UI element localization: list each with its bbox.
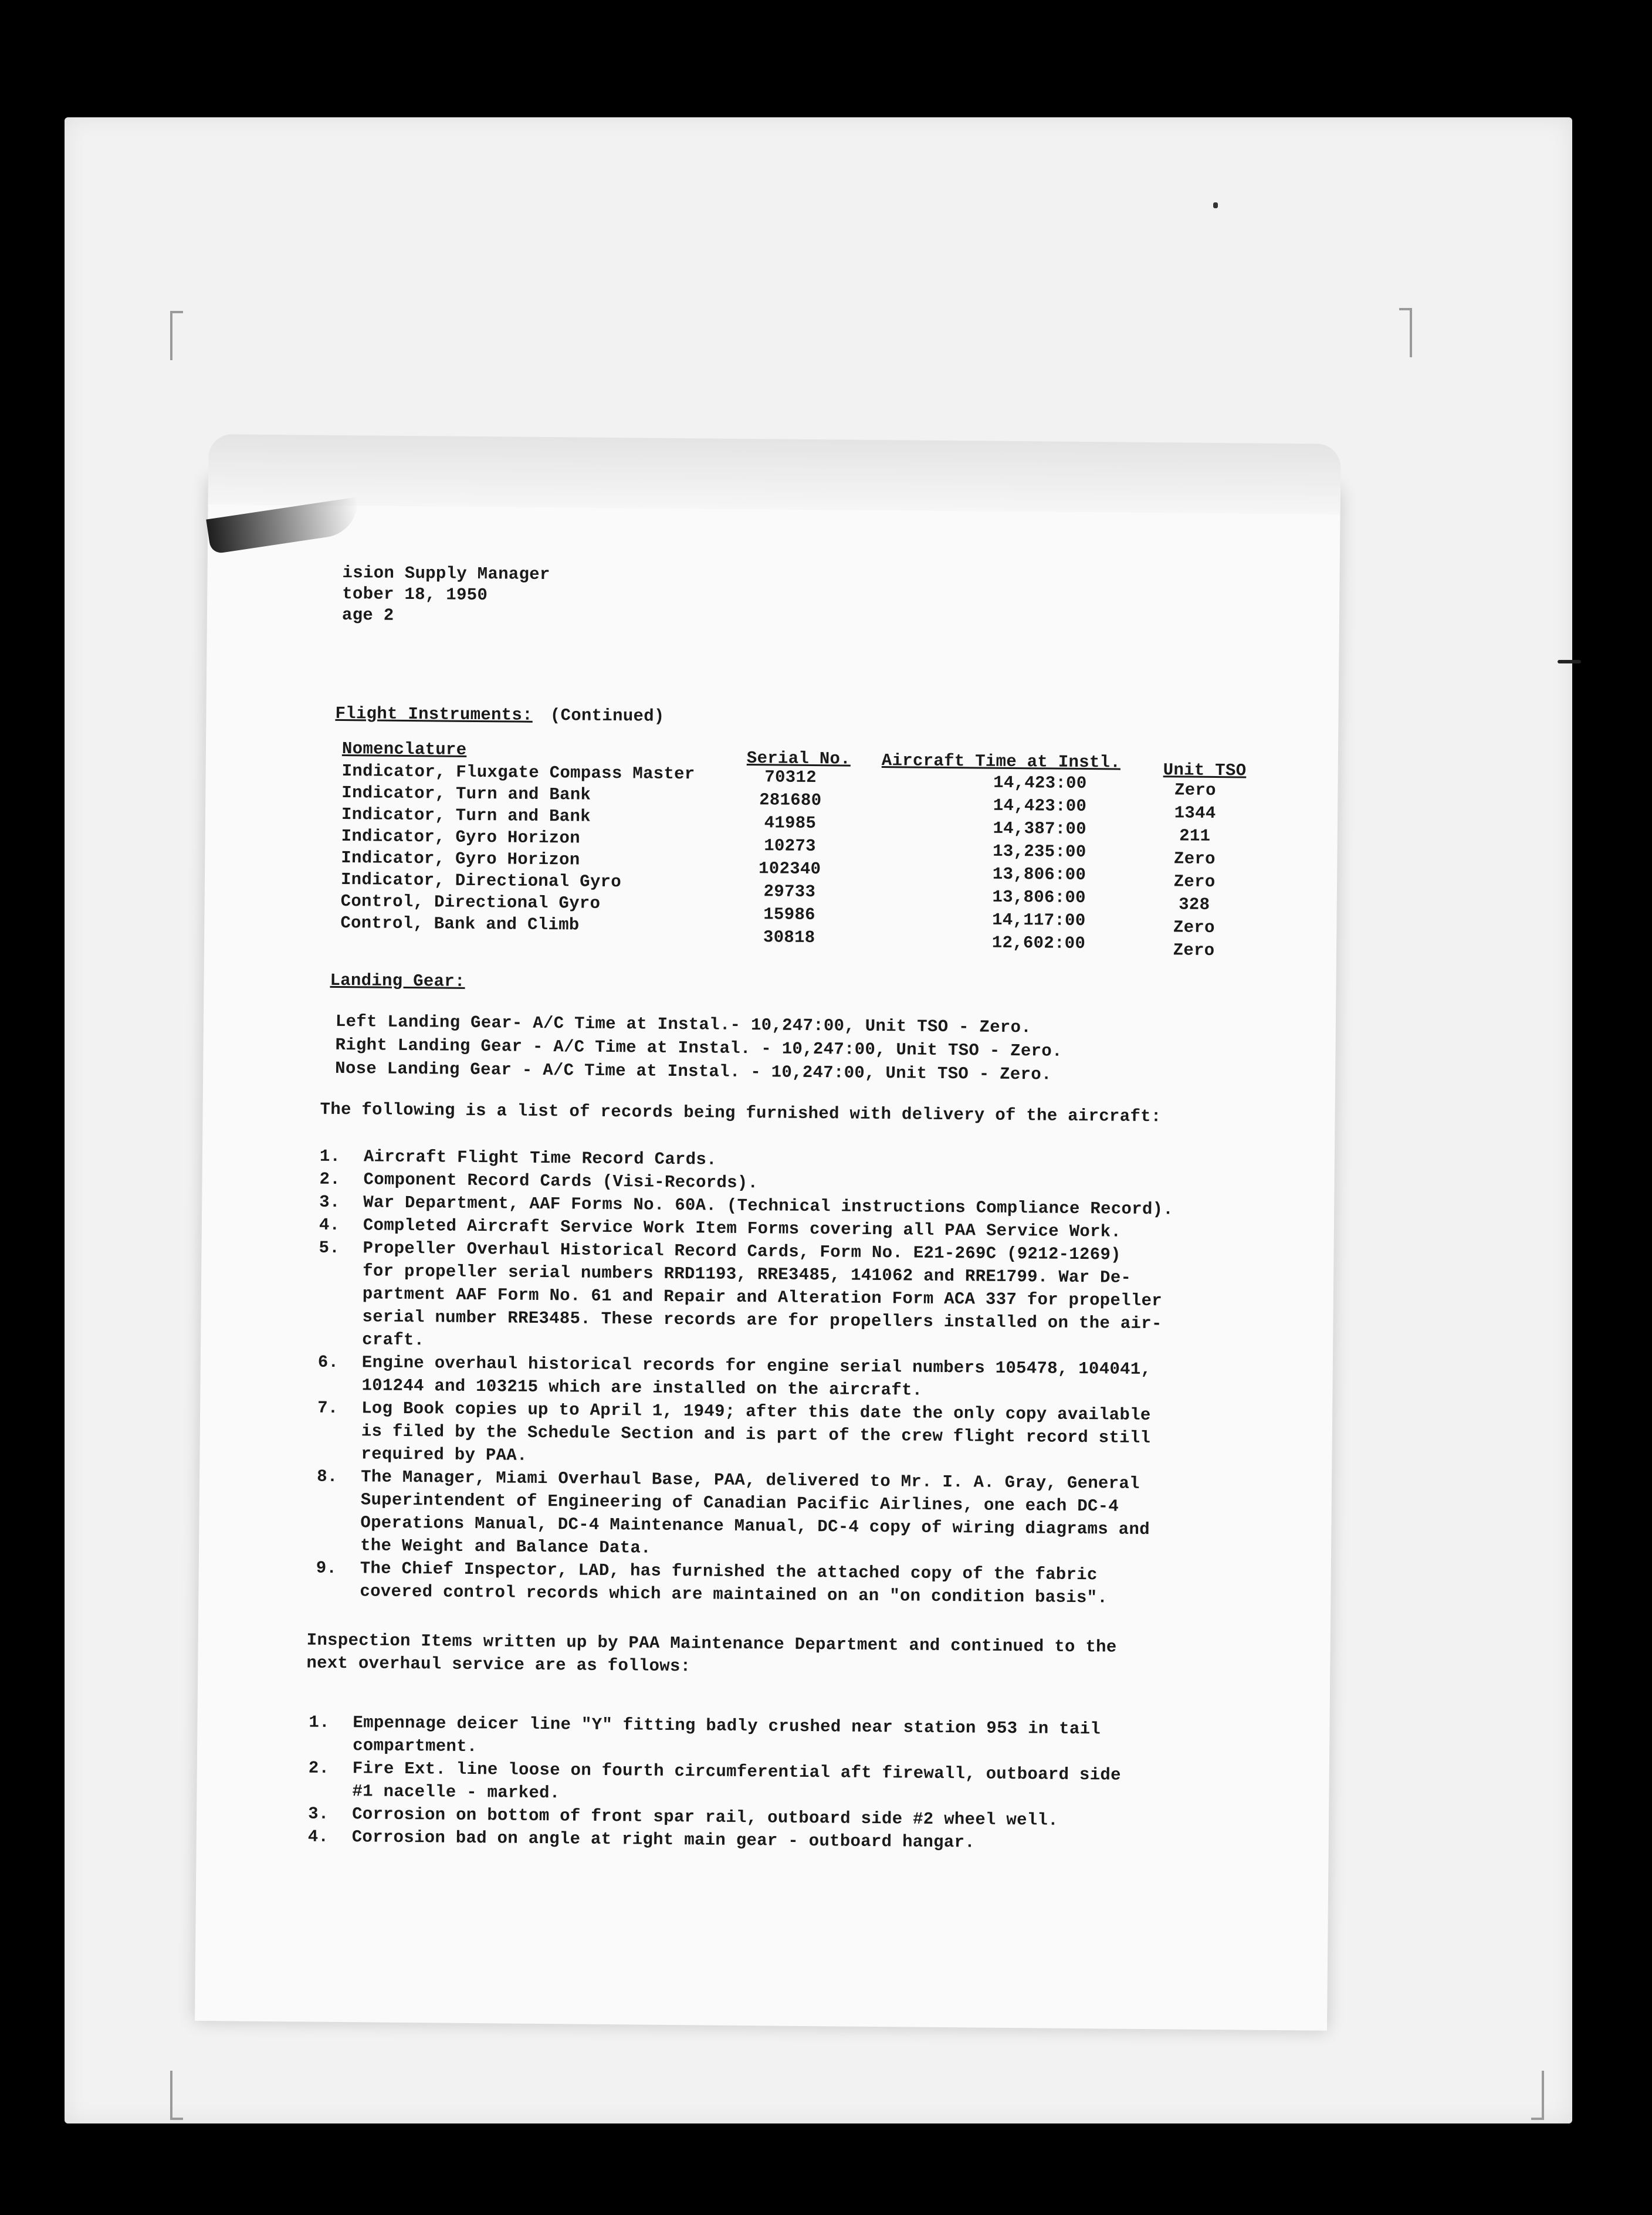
landing-gear-line: Right Landing Gear - A/C Time at Instal. - 10,247:00, Unit TSO - Zero. [335, 1035, 1062, 1061]
list-item [308, 1757, 1259, 1811]
list-item [309, 1711, 1260, 1765]
column-header-serial: Serial No. [746, 749, 851, 769]
item-text: Completed Aircraft Service Work Item Forms covering all PAA Service Work. [363, 1215, 1122, 1242]
crop-mark-bottom-right [1531, 2071, 1544, 2120]
cell-time: 12,602:00 [991, 933, 1086, 954]
cell-time: 13,806:00 [992, 864, 1086, 885]
item-text: Engine overhaul historical records for engine serial numbers 105478, 104041, 101244 and 103215 which are installed on the aircraft. [361, 1353, 1152, 1400]
list-item [316, 1557, 1255, 1611]
item-text: The Chief Inspector, LAD, has furnished the attached copy of the fabric covered control records which are maintained on an "on condition basis". [360, 1559, 1108, 1608]
item-text: Empennage deicer line "Y" fitting badly crushed near station 953 in tail compartment. [353, 1713, 1101, 1757]
cell-serial: 281680 [759, 790, 822, 811]
letter-header [342, 561, 550, 626]
cell-time: 14,423:00 [993, 795, 1087, 817]
cell-time: 14,387:00 [993, 818, 1086, 839]
cell-time: 14,423:00 [993, 773, 1087, 794]
typed-letter-page [195, 478, 1340, 2031]
item-number: 9. [316, 1558, 337, 1578]
item-text: The Manager, Miami Overhaul Base, PAA, delivered to Mr. I. A. Gray, General Superintendent of Engineering of Canadian Pacific Airlines, one each DC-4 Operations Manual, DC-4 Maintenance Manual, DC-4 copy of wiring diagrams and the Weight and Balance Data. [360, 1467, 1150, 1558]
cell-tso: Zero [1173, 872, 1216, 892]
dust-speck [1213, 202, 1218, 208]
cell-time: 14,117:00 [992, 910, 1086, 931]
item-text: War Department, AAF Forms No. 60A. (Technical instructions Compliance Record). [363, 1193, 1174, 1220]
records-intro: The following is a list of records being furnished with delivery of the aircraft: [320, 1099, 1162, 1127]
column-header-nomenclature: Nomenclature [341, 739, 467, 760]
inspection-list [308, 1711, 1260, 1857]
inspection-intro: Inspection Items written up by PAA Maintenance Department and continued to the next overhaul service are as follows: [306, 1630, 1117, 1677]
records-list [316, 1145, 1258, 1611]
cell-serial: 30818 [763, 927, 815, 948]
cell-serial: 29733 [763, 882, 816, 902]
cell-name: Indicator, Directional Gyro [340, 869, 622, 892]
header-date: tober 18, 1950 [342, 584, 488, 605]
item-number: 3. [319, 1192, 340, 1213]
item-number: 8. [317, 1466, 338, 1486]
item-number: 3. [307, 1804, 329, 1824]
cell-tso: Zero [1174, 780, 1216, 801]
section-note: (Continued) [550, 706, 665, 726]
cell-tso: Zero [1173, 940, 1215, 960]
cell-name: Indicator, Turn and Bank [341, 805, 591, 827]
list-item [318, 1237, 1258, 1359]
crop-mark-top-right [1399, 308, 1412, 357]
landing-gear-lines [335, 1010, 1062, 1087]
cell-serial: 41985 [764, 813, 817, 834]
instruments-table [340, 737, 1257, 960]
list-item [316, 1465, 1255, 1565]
crop-mark-top-left [170, 311, 183, 360]
landing-gear-line: Left Landing Gear- A/C Time at Instal.- 10,247:00, Unit TSO - Zero. [335, 1011, 1032, 1038]
cell-tso: Zero [1173, 849, 1216, 869]
header-recipient: ision Supply Manager [342, 563, 550, 585]
item-number: 2. [308, 1758, 330, 1778]
crop-mark-bottom-left [170, 2071, 183, 2120]
cell-name: Indicator, Gyro Horizon [341, 848, 580, 870]
item-text: Propeller Overhaul Historical Record Cards, Form No. E21-269C (9212-1269) for propeller serial numbers RRD1193, RRE3485, 141062 and RRE1799. War De- partment AAF Form No. 61 and Repair and Alteration Form ACA 337 for propeller serial number RRE3485. These records are for propellers installed on the air- craft. [362, 1238, 1163, 1350]
item-number: 6. [317, 1352, 339, 1372]
section-title: Flight Instruments: [335, 703, 533, 725]
cell-tso: 211 [1179, 826, 1211, 846]
item-text: Log Book copies up to April 1, 1949; after this date the only copy available is filed by the Schedule Section and is part of the crew flight record still required by PAA. [361, 1398, 1151, 1465]
item-number: 5. [319, 1238, 340, 1258]
cell-name: Indicator, Fluxgate Compass Master [341, 761, 695, 784]
cell-serial: 10273 [764, 836, 816, 856]
cell-serial: 15986 [763, 905, 815, 925]
item-text: Aircraft Flight Time Record Cards. [363, 1147, 717, 1170]
column-header-time: Aircraft Time at Instl. [881, 751, 1121, 773]
item-number: 7. [317, 1398, 338, 1418]
cell-tso: 1344 [1174, 803, 1216, 824]
cell-name: Indicator, Turn and Bank [341, 783, 591, 805]
list-item [317, 1397, 1256, 1474]
item-text: Fire Ext. line loose on fourth circumferential aft firewall, outboard side #1 nacelle - marked. [352, 1759, 1121, 1803]
cell-tso: 328 [1179, 895, 1210, 915]
cell-time: 13,806:00 [992, 887, 1086, 908]
item-text: Corrosion bad on angle at right main gear - outboard hangar. [351, 1827, 976, 1852]
cell-time: 13,235:00 [993, 841, 1086, 862]
item-number: 2. [319, 1169, 341, 1190]
landing-gear-line: Nose Landing Gear - A/C Time at Instal. - 10,247:00, Unit TSO - Zero. [335, 1058, 1052, 1085]
item-text: Corrosion on bottom of front spar rail, outboard side #2 wheel well. [351, 1804, 1059, 1830]
column-header-tso: Unit TSO [1163, 760, 1247, 781]
cell-tso: Zero [1173, 917, 1215, 938]
landing-gear-heading: Landing Gear: [330, 970, 465, 991]
flight-instruments-heading [335, 702, 664, 728]
item-text: Component Record Cards (Visi-Records). [363, 1170, 759, 1193]
cell-serial: 102340 [758, 859, 821, 879]
item-number: 1. [319, 1146, 341, 1167]
cell-name: Control, Directional Gyro [340, 891, 601, 913]
item-number: 4. [319, 1215, 340, 1235]
edge-mark [1558, 660, 1581, 663]
list-item [317, 1351, 1257, 1405]
document-body [195, 478, 1340, 2031]
cell-name: Control, Bank and Climb [340, 913, 580, 935]
cell-name: Indicator, Gyro Horizon [341, 827, 580, 848]
item-number: 4. [307, 1827, 329, 1847]
item-number: 1. [309, 1712, 330, 1732]
cell-serial: 70312 [764, 767, 817, 788]
header-page: age 2 [341, 605, 394, 625]
